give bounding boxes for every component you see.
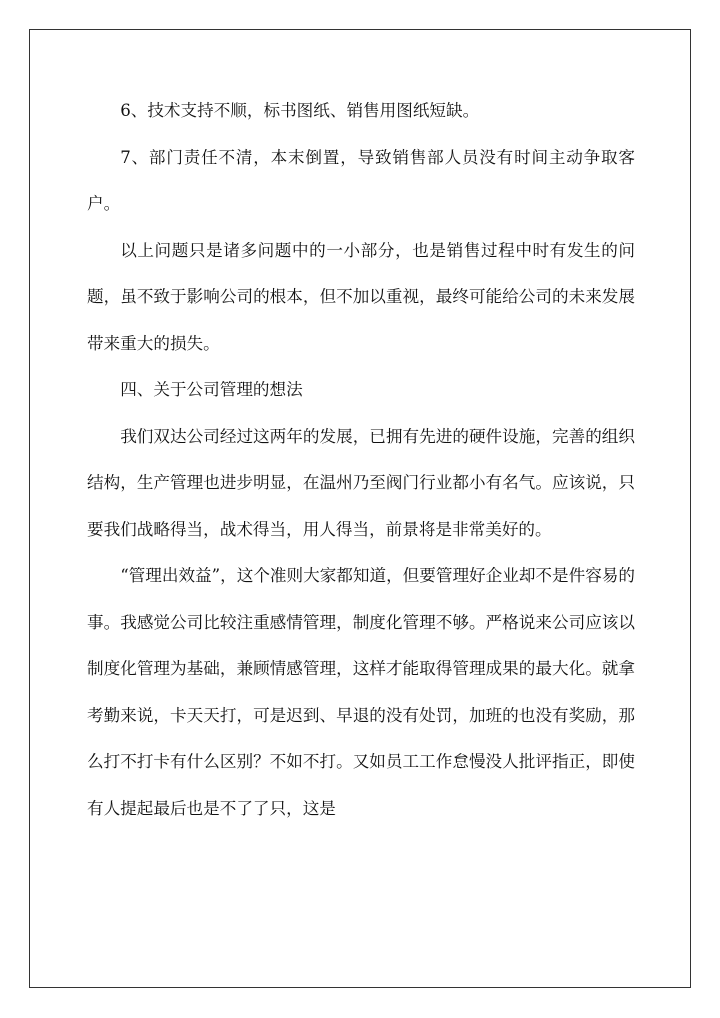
paragraph-tech-support: 6、技术支持不顺，标书图纸、销售用图纸短缺。 [120,101,480,120]
document-body [87,88,635,832]
section-heading-management: 四、关于公司管理的想法 [120,380,303,399]
paragraph-company-development: 我们双达公司经过这两年的发展，已拥有先进的硬件设施，完善的组织结构，生产管理也进步明显，在温州乃至阀门行业都小有名气。应该说，只要我们战略得当，战术得当，用人得当，前景将是非常美好的。 [87,426,635,539]
paragraph-management-efficiency: “管理出效益”，这个准则大家都知道，但要管理好企业却不是件容易的事。我感觉公司比较注重感情管理，制度化管理不够。严格说来公司应该以制度化管理为基础，兼顾情感管理，这样才能取得管理成果的最大化。就拿考勤来说，卡天天打，可是迟到、早退的没有处罚，加班的也没有奖励，那么打不打卡有什么区别？不如不打。又如员工工作怠慢没人批评指正，即使有人提起最后也是不了了只，这是 [87,566,635,818]
paragraph-problems-summary: 以上问题只是诸多问题中的一小部分，也是销售过程中时有发生的问题，虽不致于影响公司的根本，但不加以重视，最终可能给公司的未来发展带来重大的损失。 [87,240,635,353]
paragraph-dept-responsibility: 7、部门责任不清，本末倒置，导致销售部人员没有时间主动争取客户。 [87,147,635,213]
